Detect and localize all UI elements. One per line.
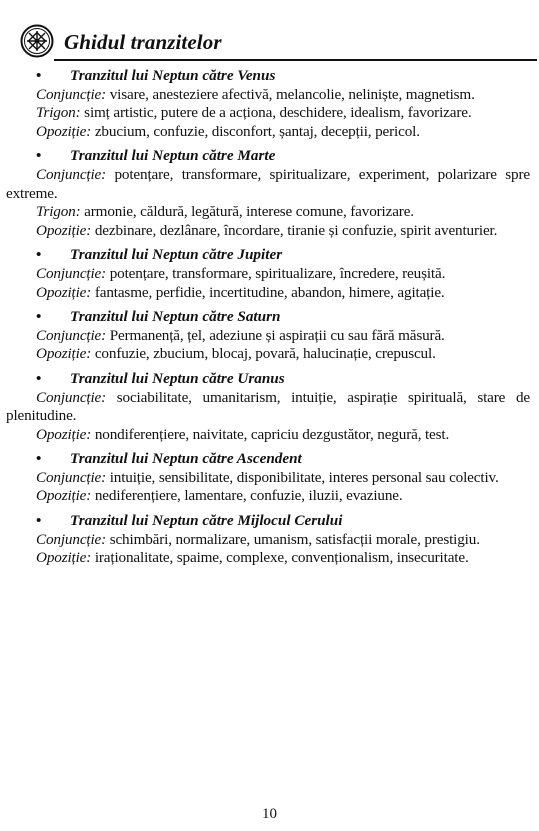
aspect-entry — [6, 265, 530, 284]
bullet-marker: • — [36, 369, 42, 387]
aspect-label: Conjuncție: — [36, 264, 107, 282]
aspect-entry — [6, 345, 530, 364]
aspect-label: Opoziție: — [36, 425, 92, 443]
transit-section — [6, 147, 530, 240]
transit-heading-text: Tranzitul lui Neptun către Jupiter — [70, 246, 283, 264]
aspect-label: Trigon: — [36, 104, 81, 122]
transit-list — [6, 67, 530, 568]
transit-heading-text: Tranzitul lui Neptun către Marte — [70, 147, 276, 165]
aspect-text: confuzie, zbucium, blocaj, povară, halucinație, crepuscul. — [91, 345, 436, 363]
aspect-text: potențare, transformare, spiritualizare, încredere, reușită. — [106, 264, 446, 282]
aspect-label: Opoziție: — [36, 283, 92, 301]
aspect-entry — [6, 222, 530, 241]
aspect-entry — [6, 389, 530, 426]
aspect-entry — [6, 531, 530, 550]
aspect-entry — [6, 104, 530, 123]
aspect-label: Trigon: — [36, 203, 81, 221]
aspect-label: Conjuncție: — [36, 530, 107, 548]
header-rule — [54, 59, 537, 61]
transit-heading — [6, 67, 530, 86]
aspect-entry — [6, 166, 530, 203]
bullet-marker: • — [36, 450, 42, 468]
aspect-label: Conjuncție: — [36, 468, 107, 486]
transit-heading — [6, 246, 530, 265]
aspect-entry — [6, 426, 530, 445]
aspect-text: schimbări, normalizare, umanism, satisfacții morale, prestigiu. — [106, 530, 480, 548]
transit-heading — [6, 147, 530, 166]
aspect-label: Conjuncție: — [36, 165, 107, 183]
bullet-marker: • — [36, 246, 42, 264]
aspect-entry — [6, 487, 530, 506]
transit-heading — [6, 450, 530, 469]
aspect-text: iraționalitate, spaime, complexe, convenționalism, insecuritate. — [91, 549, 469, 567]
transit-section — [6, 370, 530, 444]
transit-heading-text: Tranzitul lui Neptun către Uranus — [70, 369, 285, 387]
transit-heading-text: Tranzitul lui Neptun către Venus — [70, 67, 276, 84]
aspect-entry — [6, 549, 530, 568]
aspect-entry — [6, 86, 530, 105]
aspect-text: intuiție, sensibilitate, disponibilitate, interes personal sau colectiv. — [106, 468, 499, 486]
aspect-text: nondiferențiere, naivitate, capriciu dezgustător, negură, test. — [91, 425, 450, 443]
bullet-marker: • — [36, 308, 42, 326]
aspect-label: Conjuncție: — [36, 388, 107, 406]
bullet-marker: • — [36, 147, 42, 165]
aspect-entry — [6, 203, 530, 222]
aspect-text: potențare, transformare, spiritualizare, experiment, polarizare spre extreme. — [6, 165, 530, 202]
transit-section — [6, 67, 530, 141]
aspect-label: Opoziție: — [36, 345, 92, 363]
page-number: 10 — [262, 806, 277, 822]
aspect-entry — [6, 327, 530, 346]
aspect-label: Conjuncție: — [36, 326, 107, 344]
transit-heading-text: Tranzitul lui Neptun către Mijlocul Cerului — [70, 512, 343, 530]
aspect-text: zbucium, confuzie, disconfort, șantaj, decepții, pericol. — [91, 122, 420, 140]
transit-heading-text: Tranzitul lui Neptun către Ascendent — [70, 450, 302, 468]
transit-section — [6, 450, 530, 506]
transit-section — [6, 308, 530, 364]
aspect-label: Opoziție: — [36, 549, 92, 567]
astrology-emblem-icon — [20, 24, 54, 58]
page-header — [14, 22, 529, 62]
aspect-text: visare, anesteziere afectivă, melancolie, neliniște, magnetism. — [106, 85, 475, 103]
aspect-text: simț artistic, putere de a acționa, deschidere, idealism, favorizare. — [80, 104, 472, 122]
bullet-marker: • — [36, 67, 42, 84]
transit-section — [6, 246, 530, 302]
aspect-text: armonie, căldură, legătură, interese comune, favorizare. — [80, 203, 414, 221]
transit-heading — [6, 370, 530, 389]
aspect-text: Permanență, țel, adeziune și aspirații cu sau fără măsură. — [106, 326, 445, 344]
aspect-text: dezbinare, dezlânare, încordare, tiranie și confuzie, spirit aventurier. — [91, 221, 498, 239]
aspect-text: nediferențiere, lamentare, confuzie, iluzii, evaziune. — [91, 487, 403, 505]
aspect-entry — [6, 469, 530, 488]
transit-heading — [6, 308, 530, 327]
transit-heading — [6, 512, 530, 531]
bullet-marker: • — [36, 512, 42, 530]
page-title: Ghidul tranzitelor — [64, 30, 222, 54]
transit-section — [6, 512, 530, 568]
aspect-text: sociabilitate, umanitarism, intuiție, aspirație spirituală, stare de plenitudine. — [6, 388, 530, 425]
aspect-label: Opoziție: — [36, 487, 92, 505]
aspect-label: Opoziție: — [36, 122, 92, 140]
aspect-text: fantasme, perfidie, incertitudine, abandon, himere, agitație. — [91, 283, 445, 301]
aspect-label: Conjuncție: — [36, 85, 107, 103]
aspect-entry — [6, 284, 530, 303]
aspect-label: Opoziție: — [36, 221, 92, 239]
transit-heading-text: Tranzitul lui Neptun către Saturn — [70, 308, 281, 326]
aspect-entry — [6, 123, 530, 142]
